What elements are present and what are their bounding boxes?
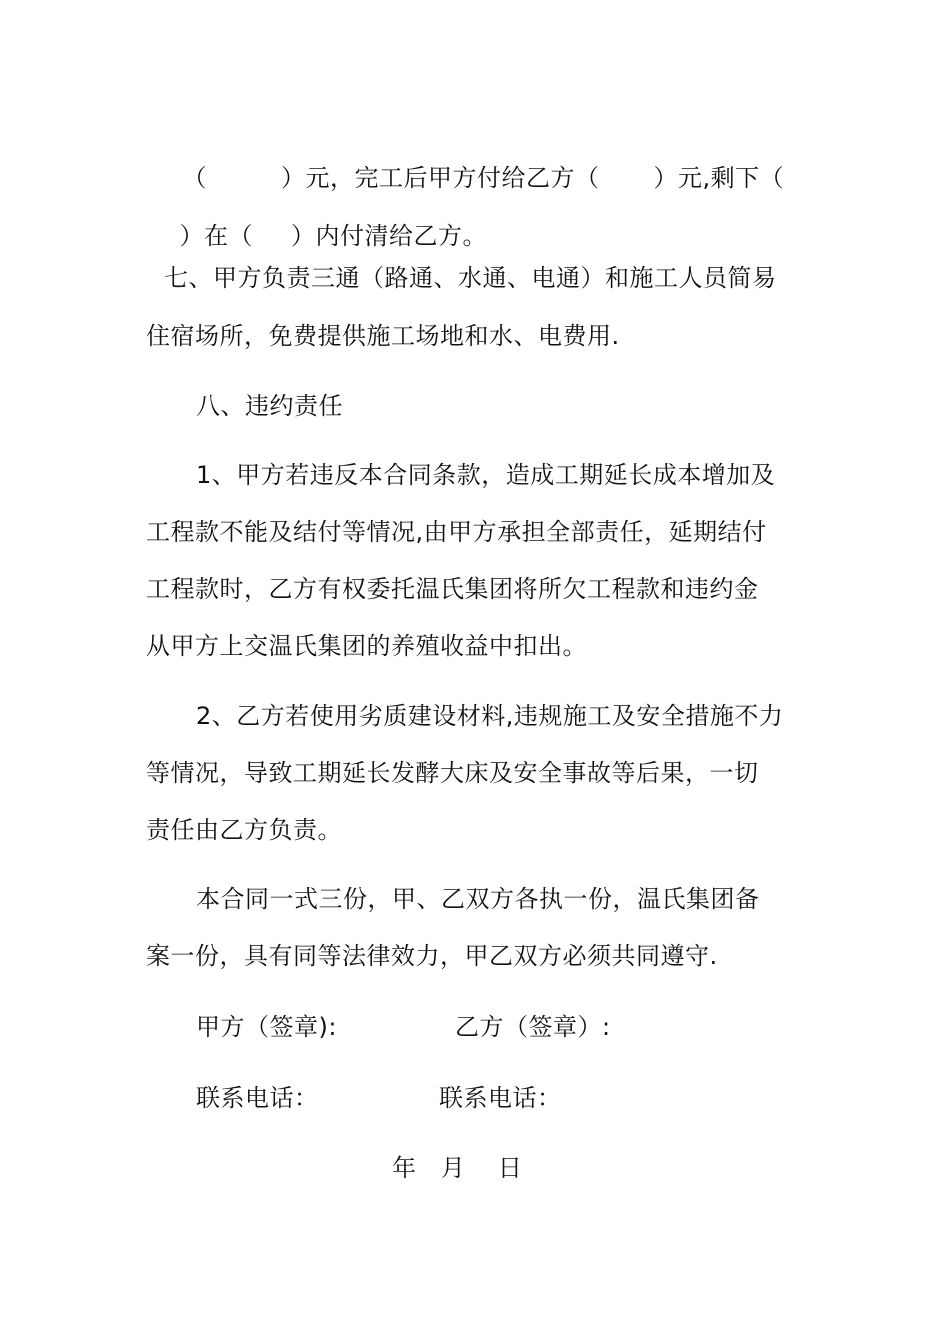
clause-eight-item-1-line-1: 1、甲方若违反本合同条款，造成工期延长成本增加及 (196, 461, 776, 489)
payment-clause-line-2-end: ）内付清给乙方。 (291, 222, 488, 250)
closing-line-1: 本合同一式三份，甲、乙双方各执一份，温氏集团备 (196, 885, 760, 913)
clause-seven-line-2: 住宿场所，免费提供施工场地和水、电费用. (146, 322, 620, 350)
clause-eight-item-1-line-4: 从甲方上交温氏集团的养殖收益中扣出。 (146, 632, 587, 660)
clause-eight-item-2-line-3: 责任由乙方负责。 (146, 816, 342, 844)
payment-clause-open-paren: （ (182, 164, 208, 192)
payment-clause-middle: ）元，完工后甲方付给乙方（ (281, 164, 600, 192)
party-b-phone-label: 联系电话： (439, 1084, 562, 1112)
date-line: 年 月 日 (392, 1154, 523, 1182)
clause-eight-item-2-line-2: 等情况，导致工期延长发酵大床及安全事故等后果，一切 (146, 759, 759, 787)
payment-clause-end: ）元,剩下（ (653, 164, 785, 192)
clause-seven-line-1: 七、甲方负责三通（路通、水通、电通）和施工人员简易 (164, 264, 777, 292)
clause-eight-item-1-line-3: 工程款时，乙方有权委托温氏集团将所欠工程款和违约金 (146, 575, 759, 603)
payment-clause-line-2-start: ）在（ (179, 222, 254, 250)
clause-eight-heading: 八、违约责任 (196, 392, 343, 420)
party-b-seal-label: 乙方（签章）: (455, 1013, 611, 1041)
clause-eight-item-1-line-2: 工程款不能及结付等情况,由甲方承担全部责任，延期结付 (146, 518, 767, 546)
clause-eight-item-2-line-1: 2、乙方若使用劣质建设材料,违规施工及安全措施不力 (196, 702, 784, 730)
closing-line-2: 案一份，具有同等法律效力，甲乙双方必须共同遵守. (146, 942, 718, 970)
party-a-seal-label: 甲方（签章): (196, 1013, 337, 1041)
party-a-phone-label: 联系电话： (196, 1084, 319, 1112)
